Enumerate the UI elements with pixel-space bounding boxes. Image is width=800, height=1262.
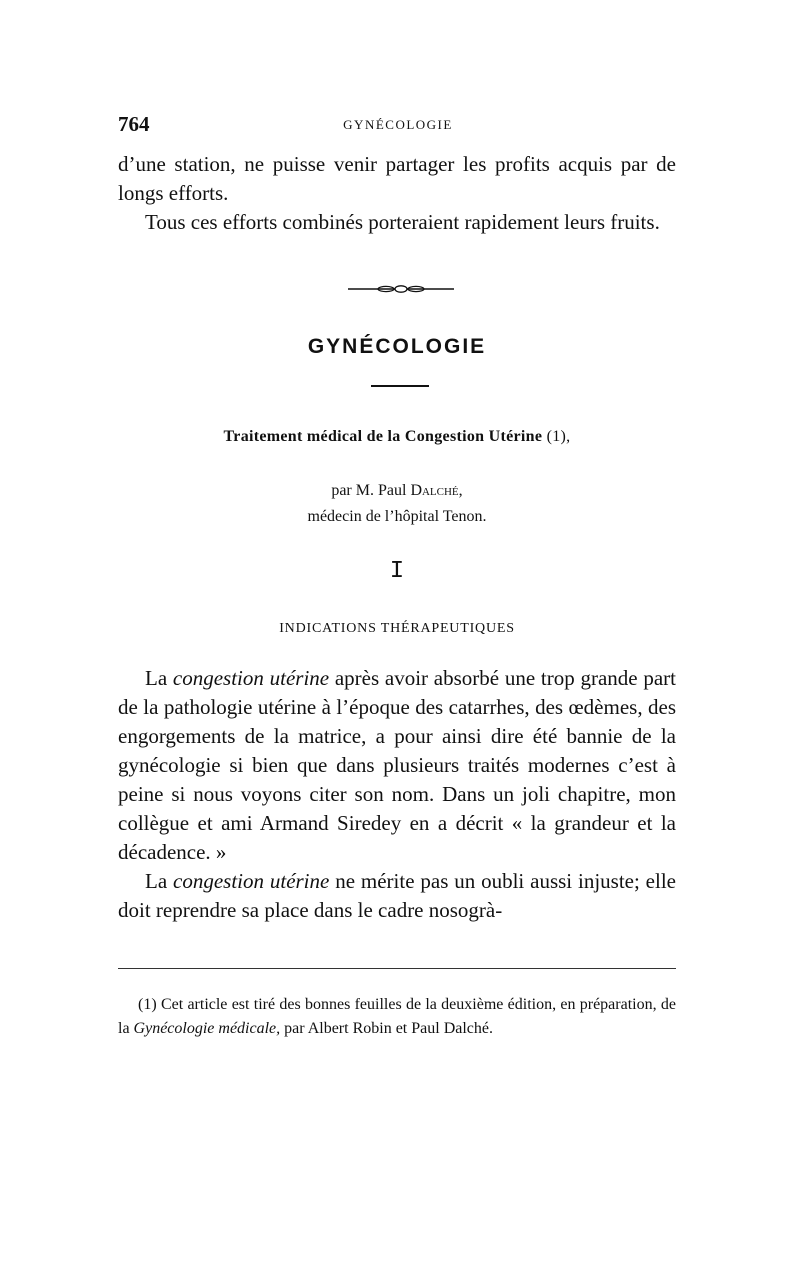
byline [118, 478, 676, 530]
p1-rest: après avoir absorbé une trop grande part de la pathologie utérine à l’époque des catarrhes, des œdèmes, des engorgements de la matrice, a pour ainsi dire été bannie de la gynécologie si bien que dans plusieurs traités modernes c’est à peine si nous voyons citer son nom. Dans un joli chapitre, mon collègue et ami Armand Siredey en a décrit « la grandeur et la décadence. » [118, 666, 676, 864]
article-title [118, 428, 676, 446]
main-paragraph-2 [118, 867, 676, 925]
byline-prefix: par M. Paul [331, 482, 411, 499]
footnote-end: par Albert Robin et Paul Dalché. [280, 1020, 493, 1037]
article-title-text: Traitement médical de la Congestion Utérine [223, 428, 543, 445]
part-title: INDICATIONS THÉRAPEUTIQUES [279, 621, 515, 636]
footnote [118, 993, 676, 1041]
author-line [118, 478, 676, 504]
intro-paragraph-2: Tous ces efforts combinés porteraient rapidement leurs fruits. [145, 210, 660, 234]
p2-italic: congestion utérine [173, 869, 330, 893]
author-affiliation: médecin de l’hôpital Tenon. [307, 508, 487, 525]
running-head [118, 112, 678, 142]
section-rule [371, 385, 429, 387]
author-surname: Dalché, [410, 482, 463, 499]
p1-start: La [145, 666, 173, 690]
p1-italic: congestion utérine [172, 666, 330, 690]
intro-paragraph-1: d’une station, ne puisse venir partager les profits acquis par de longs efforts. [118, 152, 676, 205]
p2-start: La [145, 869, 174, 893]
page-number: 764 [118, 112, 150, 136]
article-title-note: (1), [546, 428, 571, 445]
footnote-rule [118, 968, 676, 969]
main-text [118, 664, 676, 925]
footnote-italic: Gynécologie médicale, [133, 1020, 281, 1037]
running-title: GYNÉCOLOGIE [343, 117, 453, 132]
part-number: I [389, 558, 405, 585]
intro-text [118, 150, 676, 237]
p2-rest: ne mérite pas un oubli aussi injuste; elle doit reprendre sa place dans le cadre nosogrà- [118, 869, 676, 922]
ornamental-divider [348, 285, 454, 293]
main-paragraph-1 [118, 664, 676, 867]
section-title: GYNÉCOLOGIE [307, 335, 487, 358]
footnote-start: (1) Cet article est tiré des bonnes feuilles de la deuxième édition, en préparation, de la [118, 996, 676, 1037]
